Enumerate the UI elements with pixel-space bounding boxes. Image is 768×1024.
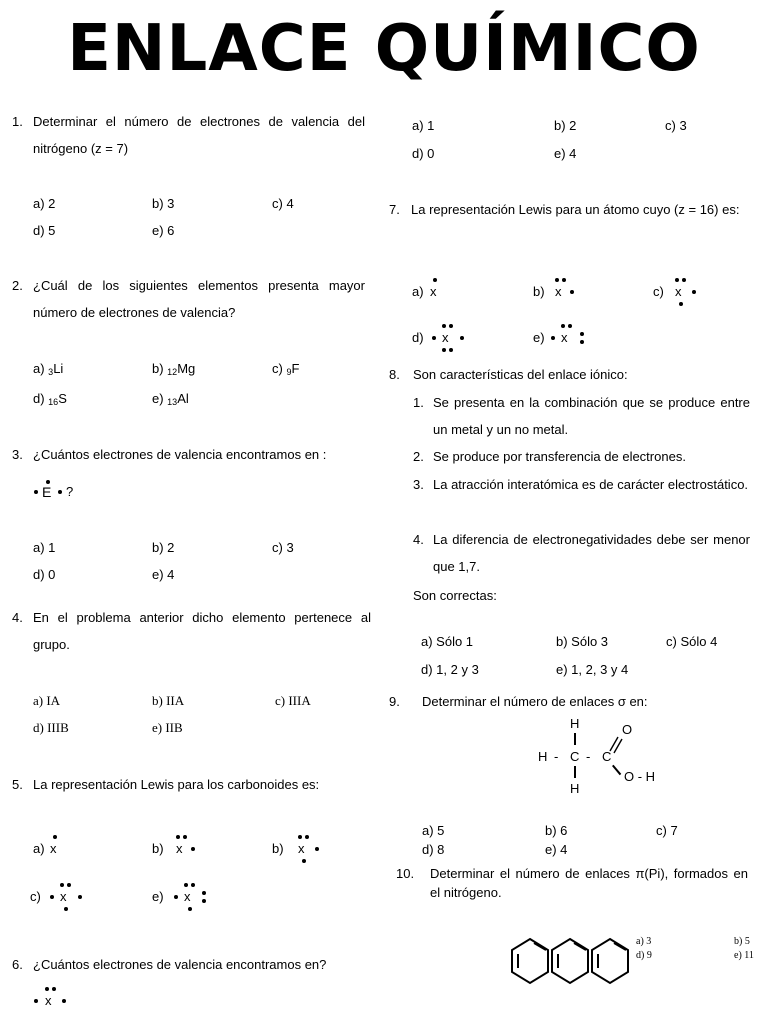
question-number: 9. (389, 694, 400, 709)
option-b: b) 6 (545, 823, 568, 838)
molecule-structure: H O H - C - C O - H H (538, 716, 656, 796)
question-text: Determinar el número de enlaces π(Pi), formados en el nitrógeno. (430, 866, 748, 900)
option-c: c) $_9$F (272, 361, 300, 377)
lewis-option-a: x (428, 277, 458, 307)
lewis-option-b2: x (294, 834, 330, 866)
option-c: c) Sólo 4 (666, 634, 718, 649)
option-e: e) 1, 2, 3 y 4 (556, 662, 629, 677)
list-item: 3. La atracción interatómica es de carácter electrostático. (413, 477, 749, 492)
option-c: c) 3 (272, 540, 294, 555)
list-item: 2. Se produce por transferencia de electrones. (413, 449, 686, 464)
option-e: e) 4 (554, 146, 577, 161)
option-c: c) 3 (665, 118, 687, 133)
option-b: b) Sólo 3 (556, 634, 609, 649)
option-a: a) Sólo 1 (421, 634, 474, 649)
option-b2-label: b) (272, 841, 284, 856)
option-b: b) IIA (152, 693, 185, 708)
option-a: a) $_3$Li (33, 361, 64, 377)
option-c: c) IIIA (275, 693, 311, 708)
option-e: e) IIB (152, 720, 183, 735)
lewis-option-e: x (172, 882, 216, 914)
lewis-option-e: x (549, 323, 593, 355)
option-b: b) 2 (152, 540, 175, 555)
option-b-label: b) (152, 841, 164, 856)
lewis-structure: E ? (28, 476, 88, 506)
lewis-option-a: x (46, 834, 76, 864)
question-number: 2. (12, 278, 23, 293)
option-e: e) 6 (152, 223, 175, 238)
option-a: a) 3 (636, 936, 652, 947)
option-c: c) 4 (272, 196, 294, 211)
option-d: d) 5 (33, 223, 56, 238)
option-d: d) 1, 2 y 3 (421, 662, 479, 677)
question-number: 10. (396, 866, 415, 881)
option-e: e) $_{13}$Al (152, 391, 189, 407)
option-e: e) 4 (545, 842, 568, 857)
lewis-option-c: x (671, 277, 707, 309)
option-d: d) $_{16}$S (33, 391, 67, 407)
option-a: a) 5 (422, 823, 445, 838)
option-e-label: e) (533, 330, 545, 345)
option-b: b) 2 (554, 118, 577, 133)
option-c-label: c) (653, 284, 664, 299)
option-a-label: a) (412, 284, 424, 299)
question-footer: Son correctas: (413, 588, 497, 603)
question-number: 5. (12, 777, 23, 792)
question-number: 3. (12, 447, 23, 462)
option-a: a) IA (33, 693, 61, 708)
option-d: d) IIIB (33, 720, 69, 735)
option-e: e) 4 (152, 567, 175, 582)
question-number: 6. (12, 957, 23, 972)
option-e-label: e) (152, 889, 164, 904)
lewis-option-c: x (46, 882, 86, 914)
page-title: ENLACE QUÍMICO (67, 12, 701, 86)
option-a: a) 1 (33, 540, 56, 555)
lewis-option-d: x (428, 323, 468, 355)
option-b-label: b) (533, 284, 545, 299)
anthracene-structure (508, 922, 632, 1000)
option-d: d) 9 (636, 950, 652, 961)
option-a-label: a) (33, 841, 45, 856)
lewis-option-b: x (172, 834, 208, 864)
option-c: c) 7 (656, 823, 678, 838)
lewis-option-b: x (551, 277, 587, 307)
question-text: ¿Cuántos electrones de valencia encontramos en? (33, 957, 327, 972)
question-text: ¿Cuál de los siguientes elementos presenta mayor número de electrones de valencia? (33, 278, 365, 320)
question-text: La representación Lewis para un átomo cuyo (z = 16) es: (411, 202, 740, 217)
option-b: b) 3 (152, 196, 175, 211)
question-number: 8. (389, 367, 400, 382)
question-number: 7. (389, 202, 400, 217)
option-d-label: d) (412, 330, 424, 345)
question-text: Son características del enlace iónico: (413, 367, 628, 382)
option-b: b) $_{12}$Mg (152, 361, 196, 377)
question-text: La representación Lewis para los carbonoides es: (33, 777, 320, 792)
option-a: a) 1 (412, 118, 435, 133)
option-a: a) 2 (33, 196, 56, 211)
option-b: b) 5 (734, 936, 750, 947)
question-number: 1. (12, 114, 23, 129)
question-text: ¿Cuántos electrones de valencia encontramos en : (33, 447, 327, 462)
question-number: 4. (12, 610, 23, 625)
question-text: Determinar el número de electrones de valencia del nitrógeno (z = 7) (33, 114, 365, 156)
lewis-structure: x (32, 986, 72, 1016)
option-d: d) 8 (422, 842, 445, 857)
list-item: 1. Se presenta en la combinación que se produce entre un metal y un no metal. (413, 395, 750, 437)
option-d: d) 0 (33, 567, 56, 582)
question-text: En el problema anterior dicho elemento pertenece al grupo. (33, 610, 371, 652)
question-text: Determinar el número de enlaces σ en: (422, 694, 648, 709)
option-e: e) 11 (734, 950, 754, 961)
list-item: 4. La diferencia de electronegatividades debe ser menor que 1,7. (413, 532, 750, 574)
option-c-label: c) (30, 889, 41, 904)
option-d: d) 0 (412, 146, 435, 161)
